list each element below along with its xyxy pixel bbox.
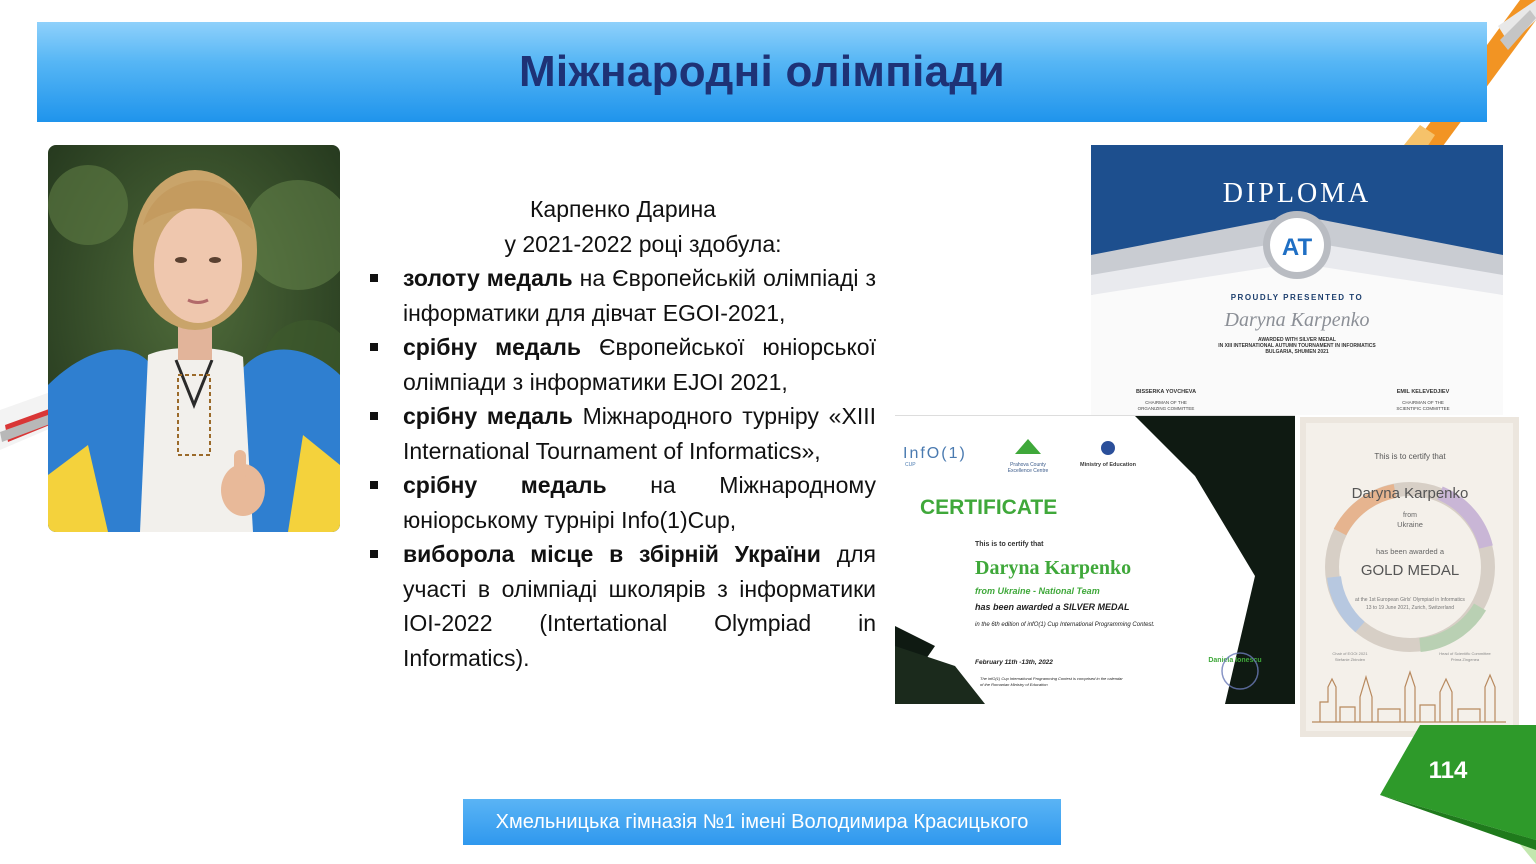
cert-from: from Ukraine - National Team [975,586,1100,596]
gold-country: Ukraine [1397,520,1423,529]
diploma-signer-left-role-1: CHAIRMAN OF THE [1145,400,1187,405]
org2: Ministry of Education [1080,462,1136,468]
list-item [370,399,876,468]
footer-school-name: Хмельницька гімназія №1 імені Володимира Красицького [495,810,1029,833]
cert-date: February 11th -13th, 2022 [975,659,1053,666]
achievement-list [370,261,876,675]
achievement-text: Європейської юніорської олімпіади з інформатики EJOI 2021, [403,334,876,395]
diploma-signer-right-role-2: SCIENTIFIC COMMITTEE [1396,406,1450,411]
diploma-graphic [1091,145,1503,415]
egoi-certificate-image [1300,417,1519,737]
diploma-award-line-3: BULGARIA, SHUMEN 2021 [1265,349,1329,355]
achievement-bold: срібну медаль [403,403,573,429]
org1-line-1: Prahova County [1010,462,1046,468]
achievement-text: для участі в олімпіаді школярів з інформатики IOI-2022 (Intertational Olympiad in Informatics). [403,541,877,671]
gold-certificate-graphic [1300,417,1519,737]
student-photo-image [48,145,340,532]
certificate-graphic [895,416,1295,704]
footer-bar [463,799,1061,845]
diploma-heading: DIPLOMA [1222,178,1372,209]
cert-award: has been awarded a SILVER MEDAL [975,602,1130,612]
gold-event-2: 13 to 19 June 2021, Zurich, Switzerland [1365,605,1455,611]
achievement-bold: срібну медаль [403,472,607,498]
certificate-heading: CERTIFICATE [920,496,1058,519]
infocup-logo-icon: InfO(1) [903,445,967,462]
diploma-award-line-1: AWARDED WITH SILVER MEDAL [1258,337,1336,343]
diploma-signer-right: EMIL KELEVEDJIEV [1396,389,1450,395]
gold-awarded: has been awarded a [1376,547,1444,556]
cert-signature: Daniela Ionescu [1208,657,1262,664]
gold-certify: This is to certify that [1374,452,1446,461]
cert-note-1: The infO(1) Cup International Programming Contest is comprised in the calendar [980,676,1123,681]
gold-sign-left-2: Stefanie Zbinden [1334,657,1366,662]
cert-edition: in the 6th edition of infO(1) Cup International Programming Contest. [975,622,1155,628]
student-photo [48,145,340,532]
page-number: 114 [1428,757,1468,784]
achievement-text: на Міжнародному юніорському турнірі Info(1)Cup, [403,472,876,533]
page-number-badge [1380,725,1536,864]
cert-recipient: Daryna Karpenko [975,557,1132,579]
gold-recipient: Daryna Karpenko [1351,485,1469,502]
gold-medal: GOLD MEDAL [1360,562,1460,579]
gold-sign-right-2: Prima Zingenea [1450,657,1480,662]
ministry-seal-icon [1101,441,1115,455]
infocup-logo-sub: CUP [905,462,916,468]
gold-sign-right-1: Head of Scientific Committee [1439,651,1491,656]
diploma-recipient: Daryna Karpenko [1224,309,1370,331]
title-bar [37,22,1487,122]
slide-title: Міжнародні олімпіади [518,47,1005,96]
diploma-signer-right-role-1: CHAIRMAN OF THE [1402,400,1444,405]
cert-note-2: of the Romanian Ministry of Education [980,682,1048,687]
gold-from: from [1403,512,1417,519]
diploma-presented: PROUDLY PRESENTED TO [1230,293,1364,302]
diploma-signer-left-role-2: ORGANIZING COMMITTEE [1137,406,1195,411]
at-logo-icon: AT [1281,234,1313,261]
gold-sign-left-1: Chair of EGOI 2021 [1332,651,1368,656]
org1-line-2: Excellence Centre [1007,468,1049,474]
diploma-award-line-2: IN XIII INTERNATIONAL AUTUMN TOURNAMENT IN INFORMATICS [1218,343,1376,349]
achievement-text: на Європейській олімпіаді з інформатики для дівчат EGOI-2021, [403,265,877,326]
gold-event-1: at the 1st European Girls' Olympiad in Informatics [1355,597,1465,603]
intro-text: у 2021-2022 році здобула: [504,230,782,257]
achievement-text: Міжнародного турніру «XIII International Tournament of Informatics», [403,403,876,464]
achievement-bold: виборола місце в збірній України [403,541,821,567]
list-item [370,261,876,330]
achievements-text [370,192,876,675]
list-item [370,330,876,399]
list-item [370,537,876,675]
diploma-image [1091,145,1503,415]
student-name: Карпенко Дарина [530,196,716,222]
list-item [370,468,876,537]
infocup-certificate-image [895,415,1295,704]
achievement-bold: срібну медаль [403,334,582,360]
achievement-bold: золоту медаль [403,265,573,291]
cert-certify: This is to certify that [975,541,1044,548]
diploma-signer-left: BISSERKA YOVCHEVA [1135,389,1197,395]
